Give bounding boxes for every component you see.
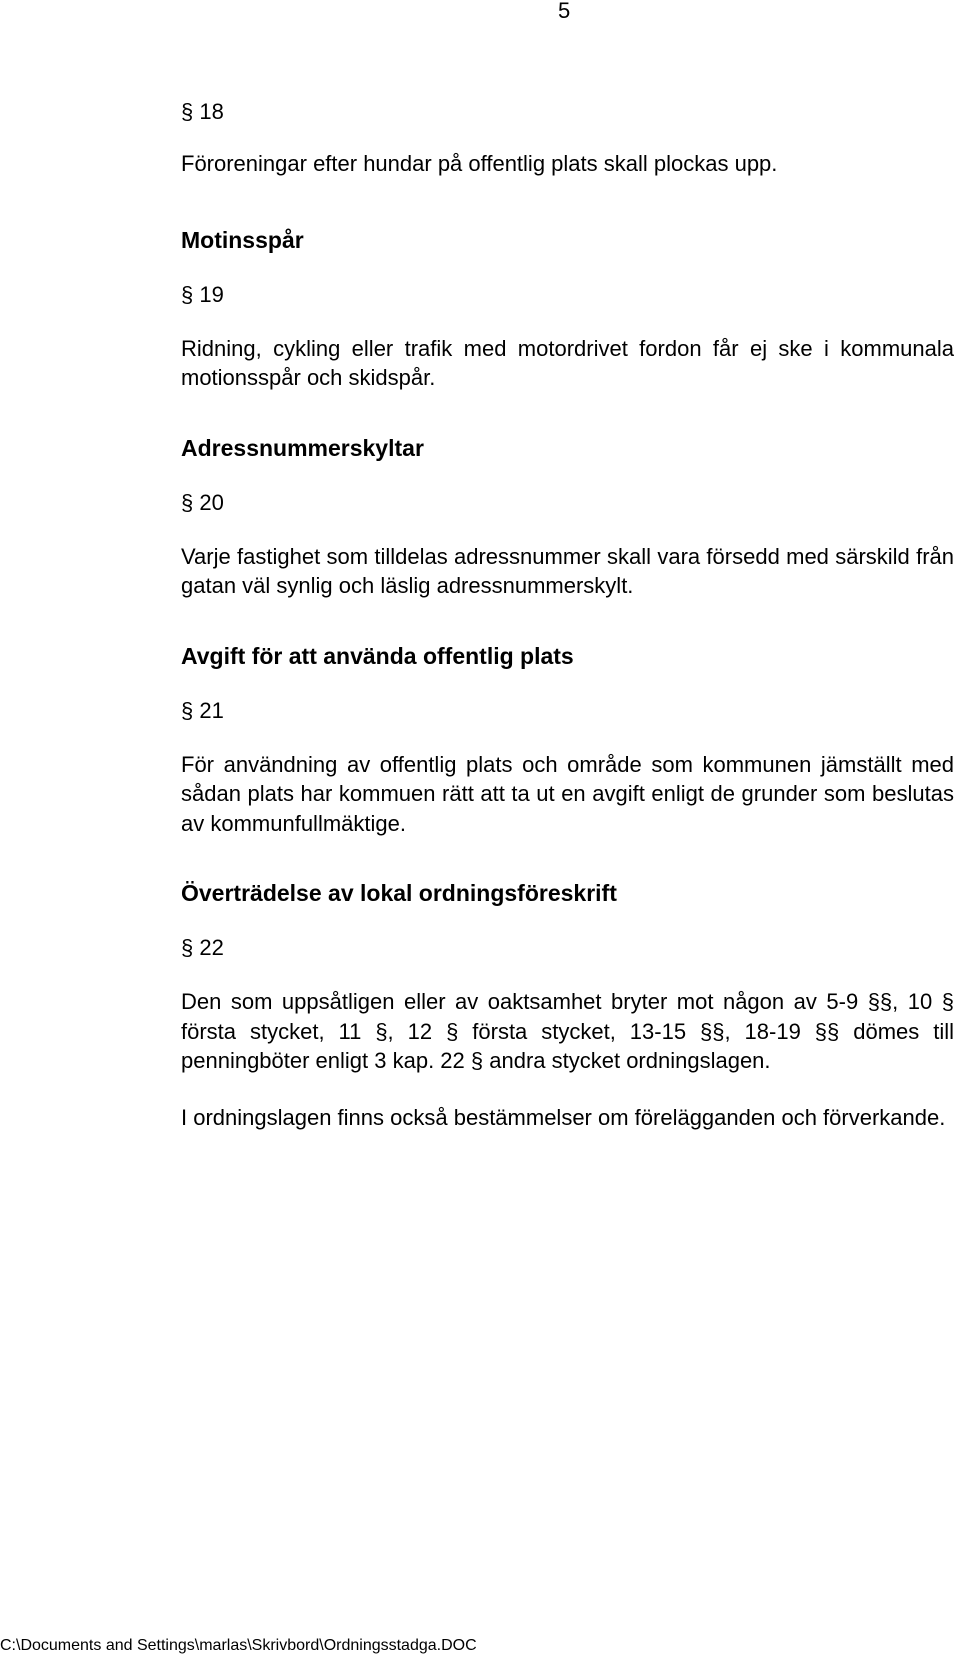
section-20: [181, 434, 954, 601]
paragraph-number: § 22: [181, 935, 224, 960]
paragraph-number: § 19: [181, 281, 224, 307]
paragraph-text: Varje fastighet som tilldelas adressnummer skall vara försedd med särskild från gatan väl synlig och läslig adressnummerskylt.: [181, 543, 954, 598]
document-body: [181, 98, 954, 1132]
section-21: [181, 642, 954, 839]
paragraph-text: Den som uppsåtligen eller av oaktsamhet bryter mot någon av 5-9 §§, 10 § första stycket, 11 §, 12 § första stycket, 13-15 §§, 18-19 §§ dömes till penningböter enligt 3 kap. 22 § andra stycket ordningslagen.: [181, 989, 954, 1073]
section-heading: Motinsspår: [181, 226, 304, 253]
section-19: [181, 226, 954, 393]
section-heading: Adressnummerskyltar: [181, 434, 424, 461]
footer-file-path: C:\Documents and Settings\marlas\Skrivbord\Ordningsstadga.DOC: [0, 1637, 477, 1654]
section-heading: Överträdelse av lokal ordningsföreskrift: [181, 880, 617, 906]
section-heading: Avgift för att använda offentlig plats: [181, 642, 574, 669]
section-18: [181, 98, 954, 179]
paragraph-text: Ridning, cykling eller trafik med motordrivet fordon får ej ske i kommunala motionsspår och skidspår.: [181, 335, 954, 390]
paragraph-number: § 18: [181, 99, 224, 124]
section-22: [181, 879, 954, 1132]
paragraph-number: § 21: [181, 697, 224, 723]
paragraph-number: § 20: [181, 489, 224, 515]
paragraph-text: För användning av offentlig plats och område som kommunen jämställt med sådan plats har kommuen rätt att ta ut en avgift enligt de grunder som beslutas av kommunfullmäktige.: [181, 751, 954, 836]
paragraph-text-second: I ordningslagen finns också bestämmelser om förelägganden och förverkande.: [181, 1104, 946, 1130]
paragraph-text: Föroreningar efter hundar på offentlig plats skall plockas upp.: [181, 151, 778, 176]
page-number: 5: [558, 0, 571, 23]
